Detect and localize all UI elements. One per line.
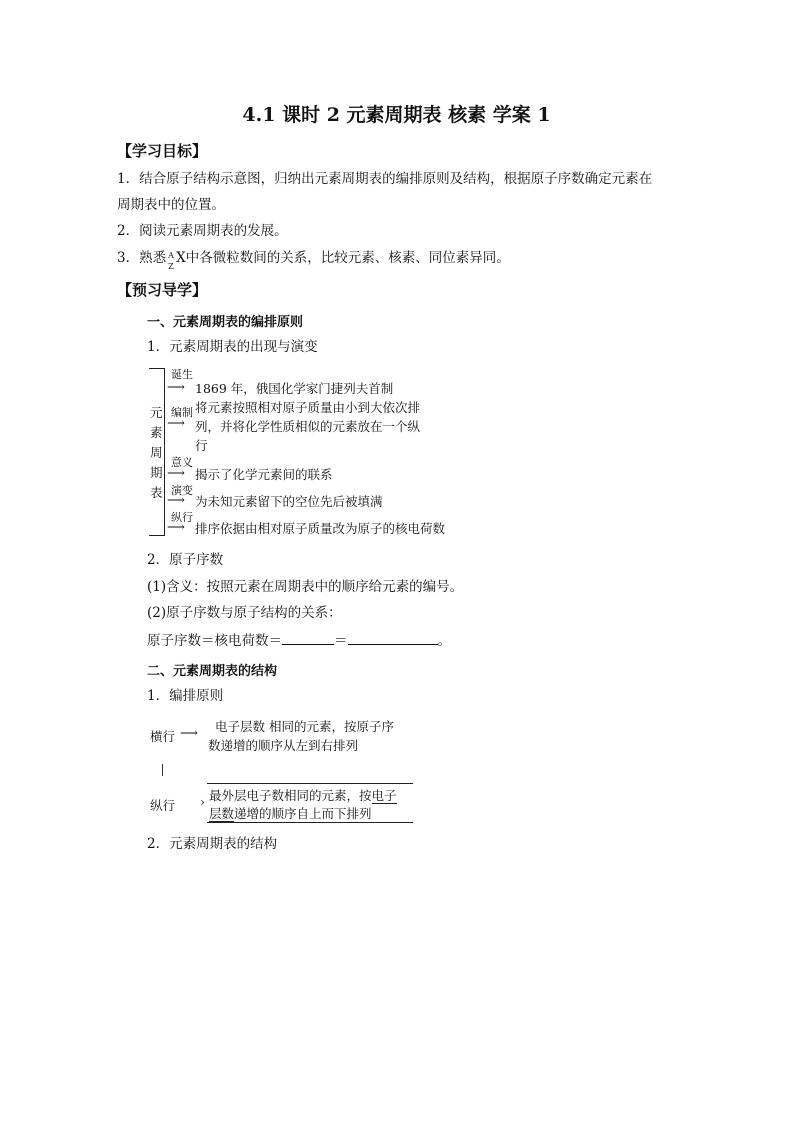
objective-1-line-2: 周期表中的位置。 [117, 197, 225, 213]
root-char-2: 素 [150, 425, 163, 440]
objectives-heading: 【学习目标】 [117, 142, 208, 160]
objective-3: 3．熟悉 A Z X中各微粒数间的关系，比较元素、核素、同位素异同。 [117, 250, 510, 271]
column-label: 纵行 [150, 798, 176, 813]
answer-blank-2[interactable] [348, 631, 438, 645]
arrow-icon: ⟶ [167, 415, 185, 430]
bracket-bottom [149, 535, 165, 536]
root-char-5: 表 [150, 485, 163, 500]
atomic-number-definition: (1)含义：按照元素在周期表中的顺序给元素的编号。 [147, 579, 464, 595]
rule-top-line [207, 783, 413, 784]
bracket-spine [164, 368, 165, 536]
arrow-icon: ⟶ [180, 725, 198, 740]
part2-subheading-2: 2．元素周期表的结构 [147, 836, 278, 852]
atomic-number-relation: (2)原子序数与原子结构的关系： [147, 605, 342, 621]
arrow-icon: ⟶ [167, 379, 185, 394]
rule-bottom-line [207, 822, 413, 823]
branch-text-column: 排序依据由相对原子质量改为原子的核电荷数 [195, 521, 446, 536]
part1-subheading-2: 2．原子序数 [147, 552, 224, 568]
root-char-1: 元 [150, 405, 163, 420]
row-label: 横行 [150, 729, 176, 744]
root-char-3: 周 [150, 445, 163, 460]
page-title: 4.1 课时 2 元素周期表 核素 学案 1 [242, 104, 551, 126]
branch-text-evolution: 为未知元素留下的空位先后被填满 [195, 494, 383, 509]
atomic-number-equation: 原子序数＝核电荷数＝ ＝ 。 [147, 633, 451, 649]
root-char-4: 期 [150, 465, 163, 480]
branch-label-meaning: 意义 [171, 456, 193, 469]
part1-title: 一、元素周期表的编排原则 [147, 315, 304, 330]
branch-label-evolution: 演变 [171, 484, 193, 497]
branch-label-column: 纵行 [171, 511, 193, 524]
arrow-icon: › [200, 794, 205, 809]
nuclide-notation: A Z [168, 251, 174, 271]
bracket-top [149, 368, 165, 369]
row-rule-line-1: 电子层数 相同的元素，按原子序 [215, 719, 395, 734]
arrow-icon: ⟶ [167, 465, 185, 480]
branch-text-compile-3: 行 [195, 438, 208, 453]
branch-label-compile: 编制 [171, 406, 193, 419]
branch-text-meaning: 揭示了化学元素间的联系 [195, 467, 333, 482]
answer-blank-1[interactable] [282, 631, 334, 645]
part2-subheading-1: 1．编排原则 [147, 688, 224, 704]
arrow-icon: ⟶ [167, 492, 185, 507]
branch-text-birth: 1869 年，俄国化学家门捷列夫首制 [195, 381, 394, 396]
connector-tick [162, 764, 163, 776]
branch-text-compile-1: 将元素按照相对原子质量由小到大依次排 [195, 400, 421, 415]
row-rule-line-2: 数递增的顺序从左到右排列 [208, 738, 359, 753]
arrow-icon: ⟶ [167, 519, 185, 534]
column-rule-line-2: 层数递增的顺序自上而下排列 [209, 806, 372, 821]
branch-text-compile-2: 列，并将化学性质相似的元素放在一个纵 [195, 419, 421, 434]
part1-subheading-1: 1．元素周期表的出现与演变 [147, 339, 318, 355]
preview-heading: 【预习导学】 [117, 281, 208, 299]
column-rule-line-1: 最外层电子数相同的元素，按电子 [209, 788, 397, 803]
part2-title: 二、元素周期表的结构 [147, 664, 278, 679]
objective-2: 2．阅读元素周期表的发展。 [117, 223, 288, 239]
objective-1-line-1: 1．结合原子结构示意图，归纳出元素周期表的编排原则及结构，根据原子序数确定元素在 [117, 171, 653, 187]
branch-label-birth: 诞生 [171, 368, 193, 381]
